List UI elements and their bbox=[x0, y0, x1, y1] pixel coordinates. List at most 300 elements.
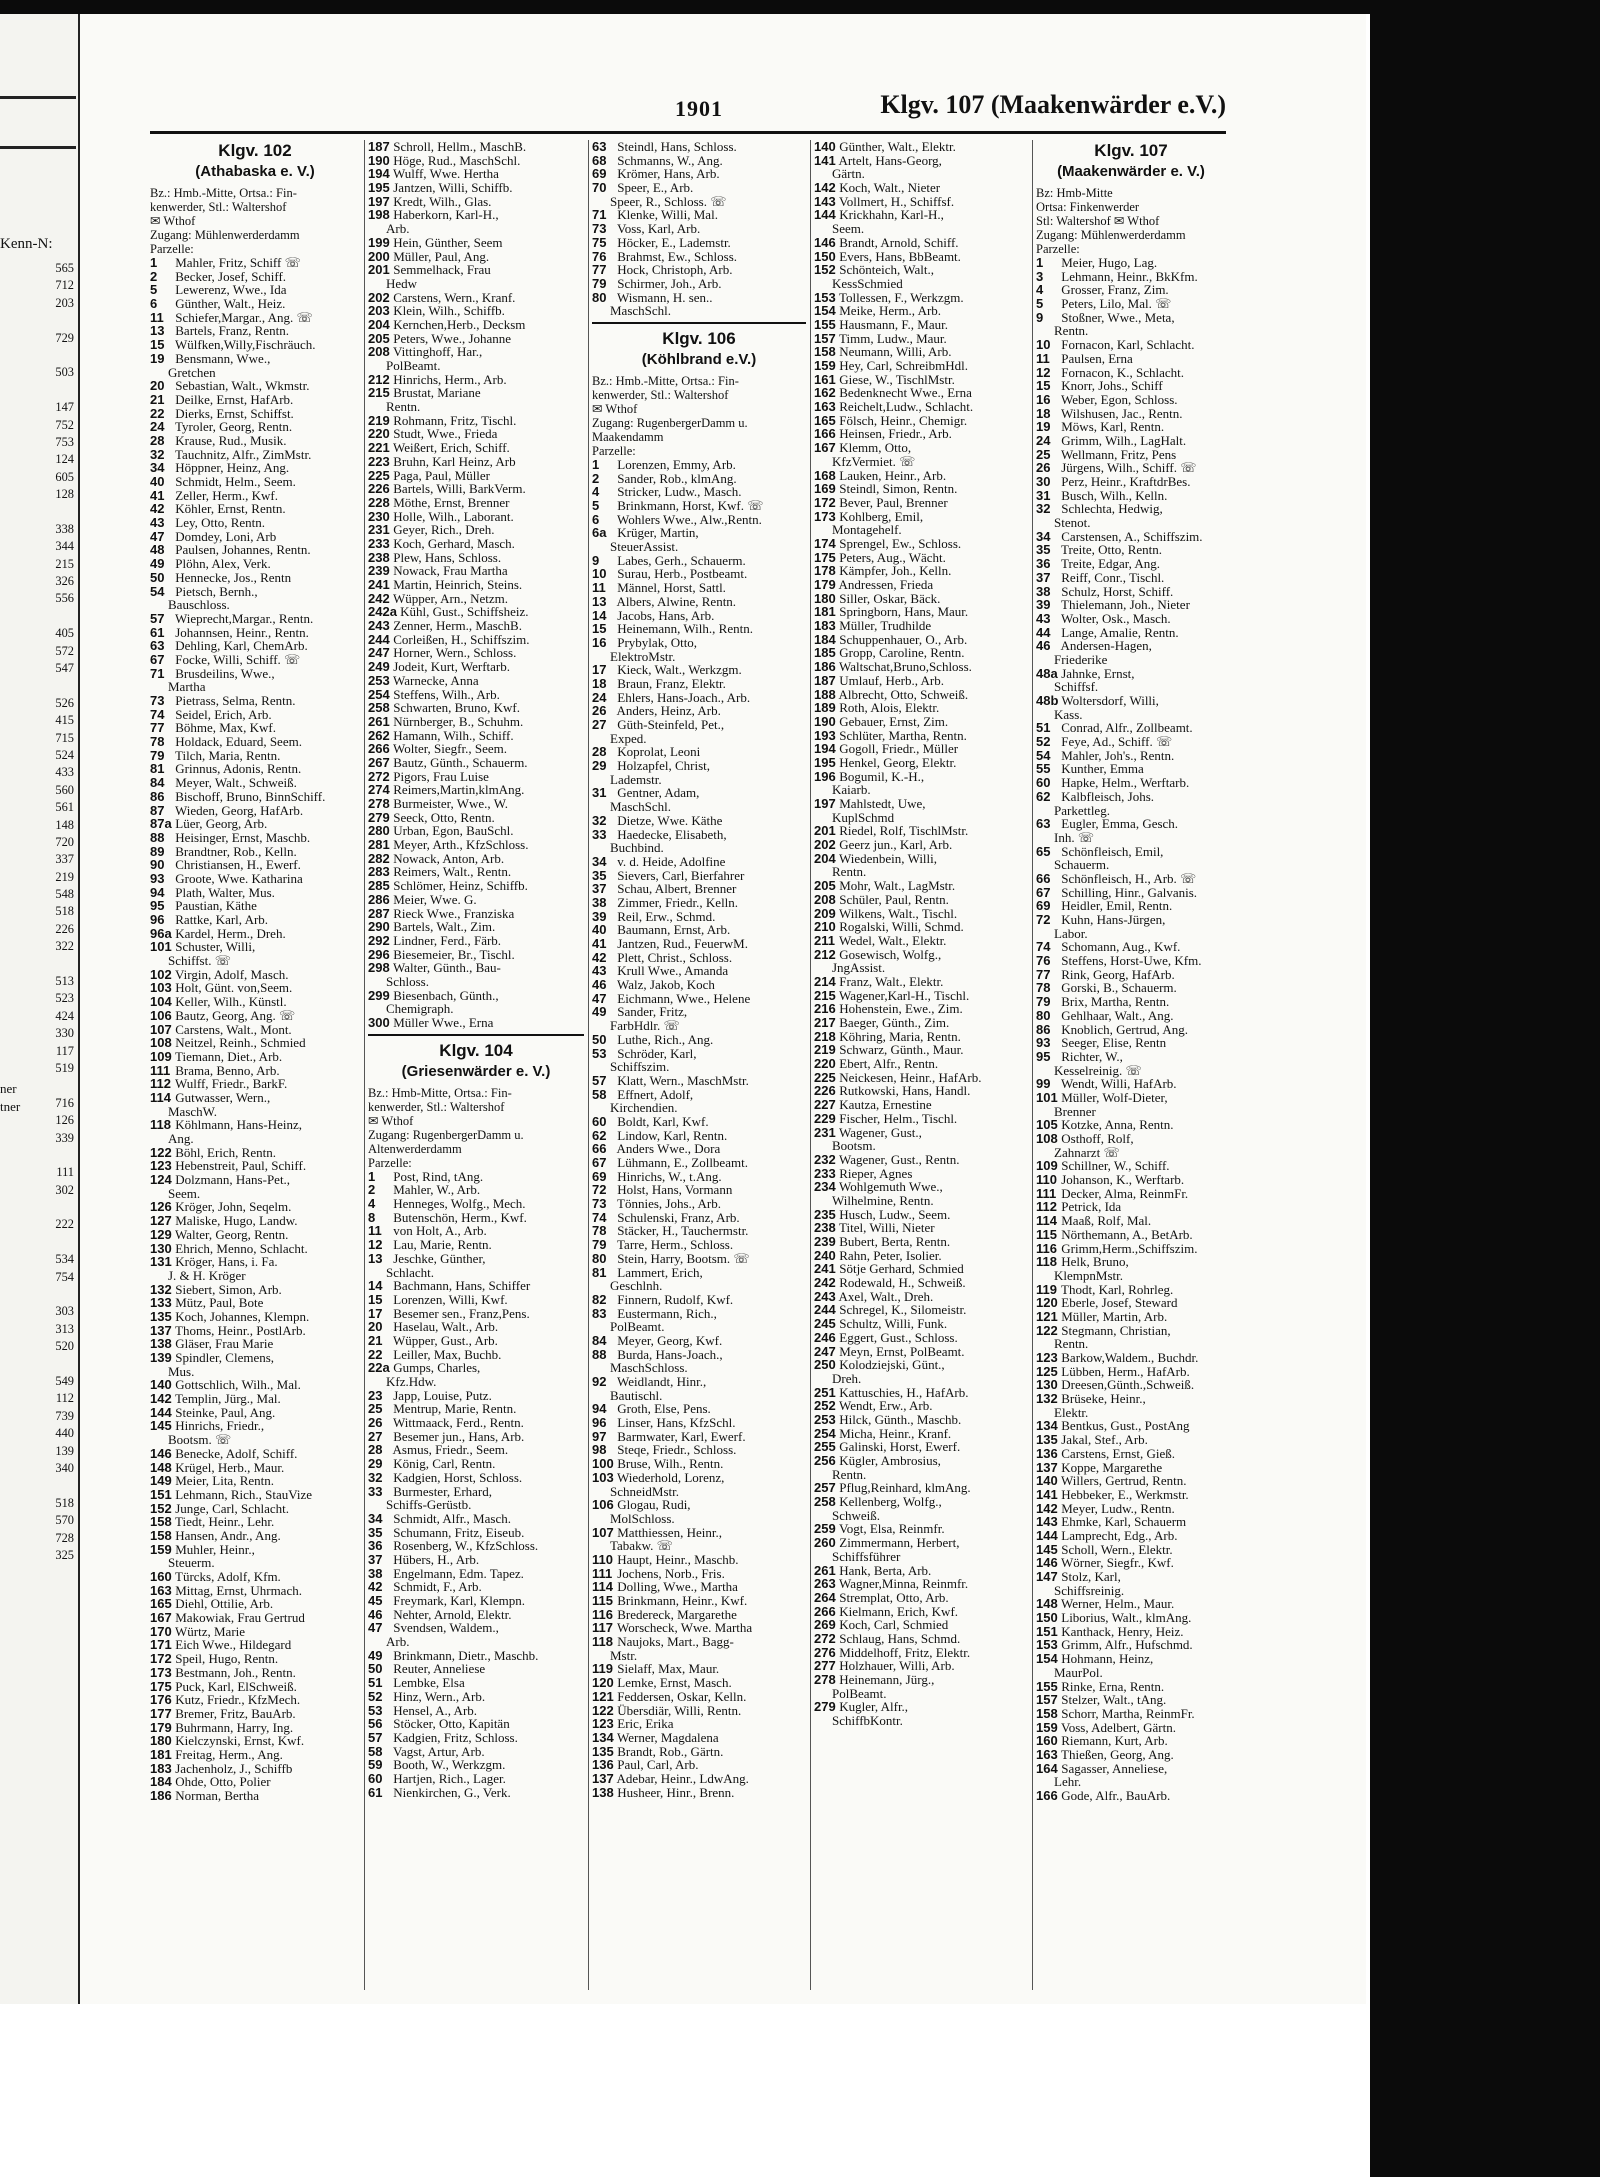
plot-number: 153 bbox=[814, 289, 836, 305]
tenant-text: Springborn, Hans, Maur. bbox=[839, 604, 969, 620]
tenant-text: Rieck Wwe., Franziska bbox=[393, 905, 515, 921]
tenant-text: Barkow,Waldem., Buchdr. bbox=[1061, 1350, 1199, 1365]
plot-entry bbox=[1036, 1543, 1226, 1557]
plot-number: 215 bbox=[368, 385, 390, 401]
previous-page-number bbox=[55, 1077, 74, 1094]
tenant-text: Kernchen,Herb., Decksm bbox=[393, 316, 526, 332]
plot-number: 18 bbox=[592, 675, 607, 691]
tenant-text: Spindler, Clemens, bbox=[175, 1350, 275, 1365]
plot-entry bbox=[150, 1146, 360, 1160]
plot-number: 4 bbox=[592, 484, 600, 500]
plot-entry bbox=[592, 1238, 806, 1252]
plot-number: 9 bbox=[1036, 309, 1044, 325]
plot-entry bbox=[368, 1443, 584, 1457]
plot-number: 44 bbox=[1036, 624, 1051, 640]
plot-entry bbox=[368, 263, 584, 277]
plot-number: 292 bbox=[368, 932, 390, 948]
tenant-text: Rahn, Peter, Isolier. bbox=[839, 1247, 942, 1263]
tenant-text: Güth-Steinfeld, Pet., bbox=[617, 717, 725, 732]
plot-number: 15 bbox=[368, 1291, 383, 1307]
tenant-text: Klein, Wilh., Schiffb. bbox=[393, 303, 505, 319]
plot-number: 94 bbox=[150, 884, 165, 900]
plot-entry bbox=[814, 345, 1028, 359]
tenant-text: Kugler, Alfr., bbox=[839, 1699, 909, 1715]
plot-number: 190 bbox=[814, 713, 836, 729]
plot-entry bbox=[1036, 283, 1226, 297]
tenant-text: Schmanns, W., Ang. bbox=[617, 152, 723, 168]
column-separator bbox=[364, 140, 365, 1990]
plot-entry bbox=[368, 1430, 584, 1444]
plot-entry bbox=[150, 1283, 360, 1297]
plot-number: 196 bbox=[814, 768, 836, 784]
plot-entry bbox=[592, 1498, 806, 1512]
tenant-text: Vogt, Elsa, Reinmfr. bbox=[839, 1521, 945, 1537]
plot-number: 69 bbox=[592, 166, 607, 182]
plot-number: 27 bbox=[592, 717, 607, 732]
tenant-text: Geyer, Rich., Dreh. bbox=[393, 522, 495, 538]
plot-number: 154 bbox=[814, 303, 836, 319]
plot-number: 183 bbox=[150, 1760, 172, 1776]
tenant-text: Carstensen, A., Schiffszim. bbox=[1061, 528, 1203, 544]
plot-number: 200 bbox=[368, 248, 390, 264]
tenant-text: Speil, Hugo, Rentn. bbox=[175, 1651, 279, 1667]
plot-number: 254 bbox=[814, 1425, 836, 1441]
plot-number: 204 bbox=[368, 316, 390, 332]
plot-entry bbox=[150, 667, 360, 681]
plot-number: 138 bbox=[150, 1336, 172, 1352]
previous-page-number: 326 bbox=[55, 574, 74, 589]
plot-entry bbox=[592, 992, 806, 1006]
plot-number: 80 bbox=[1036, 1007, 1051, 1023]
plot-number: 72 bbox=[1036, 912, 1051, 927]
tenant-text: Tönnies, Johs., Arb. bbox=[617, 1196, 722, 1212]
tenant-text: Parkettleg. bbox=[1054, 802, 1110, 818]
column-4 bbox=[814, 140, 1028, 1728]
tenant-text: Hennecke, Jos., Rentn bbox=[175, 569, 292, 585]
plot-entry bbox=[150, 1748, 360, 1762]
plot-entry-continuation bbox=[592, 800, 806, 814]
previous-page-number: 148 bbox=[55, 817, 74, 832]
plot-entry-continuation bbox=[150, 366, 360, 380]
plot-number: 208 bbox=[368, 344, 390, 360]
tenant-text: Ebert, Alfr., Rentn. bbox=[839, 1056, 939, 1072]
tenant-text: Vollmert, H., Schiffsf. bbox=[839, 193, 955, 209]
plot-number: 34 bbox=[1036, 528, 1051, 544]
plot-entry bbox=[150, 612, 360, 626]
plot-entry bbox=[592, 167, 806, 181]
previous-page-number bbox=[55, 1286, 74, 1303]
tenant-text: Meyer, Ludw., Rentn. bbox=[1061, 1500, 1175, 1516]
tenant-text: Günther, Walt., Heiz. bbox=[175, 296, 286, 312]
plot-entry bbox=[592, 291, 806, 305]
tenant-text: Kardel, Herm., Dreh. bbox=[175, 925, 286, 941]
plot-number: 173 bbox=[150, 1664, 172, 1680]
tenant-text: Reichelt,Ludw., Schlacht. bbox=[839, 399, 974, 415]
tenant-text: Tauchnitz, Alfr., ZimMstr. bbox=[175, 446, 312, 462]
plot-entry bbox=[368, 633, 584, 647]
tenant-text: Günther, Walt., Elektr. bbox=[839, 140, 956, 154]
plot-entry bbox=[814, 304, 1028, 318]
tenant-text: Heinsen, Friedr., Arb. bbox=[839, 426, 952, 442]
plot-entry bbox=[1036, 1734, 1226, 1748]
plot-entry bbox=[1036, 735, 1226, 749]
plot-entry bbox=[814, 1440, 1028, 1454]
tenant-text: Wulff, Wwe. Hertha bbox=[393, 166, 499, 182]
tenant-text: Gogoll, Friedr., Müller bbox=[839, 741, 959, 757]
tenant-text: Hohenstein, Ewe., Zim. bbox=[839, 1001, 963, 1017]
tenant-text: Mütz, Paul, Bote bbox=[175, 1295, 264, 1311]
plot-entry bbox=[368, 291, 584, 305]
plot-number: 81 bbox=[592, 1264, 607, 1280]
plot-entry bbox=[150, 1515, 360, 1529]
plot-number: 211 bbox=[814, 932, 835, 948]
plot-number: 47 bbox=[150, 528, 165, 544]
plot-number: 77 bbox=[1036, 966, 1051, 982]
tenant-text: Nörthemann, A., BetArb. bbox=[1061, 1226, 1193, 1242]
plot-number: 116 bbox=[1036, 1240, 1057, 1256]
plot-number: 258 bbox=[814, 1494, 836, 1510]
previous-page-number: 519 bbox=[55, 1060, 74, 1075]
tenant-text: Hensel, A., Arb. bbox=[393, 1702, 478, 1718]
plot-entry bbox=[814, 496, 1028, 510]
tenant-text: Zenner, Herm., MaschB. bbox=[393, 618, 522, 634]
tenant-text: Schauerm. bbox=[1054, 857, 1110, 873]
plot-number: 88 bbox=[150, 829, 165, 845]
plot-number: 136 bbox=[592, 1757, 614, 1773]
tenant-text: Schregel, K., Silomeistr. bbox=[839, 1302, 967, 1318]
tenant-text: Kredt, Wilh., Glas. bbox=[393, 193, 492, 209]
plot-entry bbox=[150, 995, 360, 1009]
tenant-text: Lehmann, Heinr., BkKfm. bbox=[1061, 268, 1198, 284]
tenant-text: Reuter, Anneliese bbox=[393, 1661, 486, 1677]
tenant-text: Schuppenhauer, O., Arb. bbox=[839, 631, 968, 647]
tenant-text: Rieper, Agnes bbox=[839, 1165, 913, 1181]
plot-entry bbox=[592, 1471, 806, 1485]
plot-entry-continuation bbox=[368, 277, 584, 291]
tenant-text: Schiffst. ☏ bbox=[168, 953, 231, 969]
plot-entry bbox=[814, 1564, 1028, 1578]
plot-entry bbox=[592, 1005, 806, 1019]
tenant-text: Butenschön, Herm., Kwf. bbox=[393, 1209, 527, 1225]
plot-entry-continuation bbox=[150, 680, 360, 694]
previous-page-number: 720 bbox=[55, 834, 74, 849]
plot-number: 184 bbox=[150, 1774, 172, 1790]
tenant-text: Jochens, Norb., Fris. bbox=[617, 1565, 725, 1581]
tenant-text: Roth, Alois, Elektr. bbox=[839, 700, 940, 716]
tenant-text: Mentrup, Marie, Rentn. bbox=[393, 1401, 517, 1417]
tenant-text: Treite, Edgar, Ang. bbox=[1061, 556, 1161, 572]
tenant-text: Micha, Heinr., Kranf. bbox=[839, 1425, 952, 1441]
plot-number: 30 bbox=[1036, 474, 1051, 489]
tenant-text: Carstens, Wern., Kranf. bbox=[393, 289, 516, 305]
previous-page-number: 560 bbox=[55, 782, 74, 797]
plot-entry bbox=[150, 475, 360, 489]
plot-entry bbox=[814, 1249, 1028, 1263]
tenant-text: Sötje Gerhard, Schmied bbox=[839, 1261, 964, 1277]
plot-number: 111 bbox=[592, 1565, 613, 1581]
plot-number: 79 bbox=[592, 275, 607, 291]
plot-entry bbox=[1036, 612, 1226, 626]
plot-entry bbox=[592, 855, 806, 869]
plot-entry bbox=[592, 1211, 806, 1225]
scan-border-right bbox=[1370, 0, 1600, 2177]
plot-entry bbox=[150, 420, 360, 434]
plot-number: 143 bbox=[1036, 1514, 1058, 1530]
club-info-line: Bz.: Hmb.-Mitte, Ortsa.: Fin- bbox=[150, 186, 297, 200]
tenant-text: Krügel, Herb., Maur. bbox=[175, 1459, 285, 1475]
plot-entry bbox=[150, 858, 360, 872]
plot-entry bbox=[150, 817, 360, 831]
tenant-text: Maliske, Hugo, Landw. bbox=[175, 1213, 298, 1229]
tenant-text: MaschSchloss. bbox=[610, 1360, 688, 1376]
club-name: (Griesenwärder e. V.) bbox=[401, 1062, 551, 1080]
plot-number: 238 bbox=[814, 1220, 836, 1236]
tenant-text: Gosewisch, Wolfg., bbox=[839, 946, 942, 962]
tenant-text: Hinrichs, Herm., Arb. bbox=[393, 371, 507, 387]
plot-number: 80 bbox=[592, 289, 607, 305]
tenant-text: KuplSchmd bbox=[832, 809, 895, 825]
plot-number: 261 bbox=[368, 713, 390, 729]
plot-entry bbox=[592, 978, 806, 992]
plot-entry bbox=[1036, 995, 1226, 1009]
plot-entry bbox=[814, 1618, 1028, 1632]
plot-entry bbox=[1036, 1461, 1226, 1475]
plot-number: 39 bbox=[1036, 597, 1051, 613]
plot-entry-continuation bbox=[592, 1101, 806, 1115]
tenant-text: Exped. bbox=[610, 730, 647, 746]
tenant-text: PolBeamt. bbox=[386, 358, 441, 373]
tenant-text: SchneidMstr. bbox=[610, 1483, 679, 1499]
plot-entry bbox=[592, 663, 806, 677]
tenant-text: Bogumil, K.-H., bbox=[839, 768, 925, 784]
previous-page-number: 518 bbox=[55, 904, 74, 919]
plot-number: 210 bbox=[814, 919, 836, 935]
plot-number: 99 bbox=[1036, 1076, 1051, 1092]
plot-entry bbox=[368, 1553, 584, 1567]
plot-entry bbox=[368, 852, 584, 866]
plot-entry bbox=[368, 783, 584, 797]
tenant-text: Peters, Wwe., Johanne bbox=[393, 330, 512, 346]
tenant-text: Asmus, Friedr., Seem. bbox=[392, 1442, 509, 1458]
plot-entry bbox=[1036, 1255, 1226, 1269]
plot-entry bbox=[368, 1334, 584, 1348]
plot-entry bbox=[1036, 448, 1226, 462]
tenant-text: Fornacon, K., Schlacht. bbox=[1061, 364, 1185, 380]
plot-number: 51 bbox=[1036, 720, 1051, 736]
plot-entry bbox=[1036, 913, 1226, 927]
tenant-text: Mahler, Fritz, Schiff ☏ bbox=[175, 255, 301, 270]
plot-number: 233 bbox=[814, 1165, 836, 1181]
plot-entry bbox=[592, 458, 806, 472]
tenant-text: Rentn. bbox=[832, 864, 867, 880]
plot-entry-continuation bbox=[1036, 653, 1226, 667]
plot-number: 9 bbox=[592, 552, 600, 568]
plot-number: 296 bbox=[368, 946, 390, 962]
tenant-text: Zeller, Herm., Kwf. bbox=[175, 487, 278, 503]
plot-number: 17 bbox=[368, 1305, 383, 1321]
plot-number: 40 bbox=[592, 922, 607, 938]
tenant-text: Rosenberg, W., KfzSchloss. bbox=[393, 1538, 539, 1554]
plot-entry bbox=[1036, 1132, 1226, 1146]
tenant-text: Schiffs-Gerüstb. bbox=[386, 1497, 472, 1513]
plot-entry bbox=[814, 551, 1028, 565]
plot-entry bbox=[150, 1009, 360, 1023]
tenant-text: Kellenberg, Wolfg., bbox=[839, 1494, 942, 1510]
plot-number: 253 bbox=[814, 1411, 836, 1427]
plot-entry bbox=[150, 694, 360, 708]
plot-entry bbox=[814, 208, 1028, 222]
plot-number: 28 bbox=[368, 1442, 383, 1458]
plot-number: 220 bbox=[814, 1056, 836, 1072]
plot-entry bbox=[1036, 1447, 1226, 1461]
tenant-text: Eichmann, Wwe., Helene bbox=[617, 990, 751, 1006]
plot-entry bbox=[1036, 721, 1226, 735]
plot-number: 18 bbox=[1036, 405, 1051, 421]
tenant-text: Sander, Fritz, bbox=[617, 1004, 688, 1020]
tenant-text: Horner, Wern., Schloss. bbox=[393, 645, 517, 661]
plot-entry bbox=[814, 1399, 1028, 1413]
plot-entry bbox=[592, 263, 806, 277]
plot-entry bbox=[814, 1071, 1028, 1085]
tenant-text: Koch, Gerhard, Masch. bbox=[393, 535, 515, 551]
tenant-text: Wüpper, Arn., Netzm. bbox=[393, 590, 509, 606]
plot-number: 96 bbox=[592, 1415, 607, 1431]
plot-number: 46 bbox=[368, 1606, 383, 1622]
plot-entry-continuation bbox=[150, 954, 360, 968]
tenant-text: Lehr. bbox=[1054, 1774, 1082, 1790]
tenant-text: Seeck, Otto, Rentn. bbox=[393, 809, 495, 825]
previous-page-number: 112 bbox=[55, 1391, 74, 1406]
tenant-text: Biesemeier, Br., Tischl. bbox=[393, 946, 515, 962]
tenant-text: Stolz, Karl, bbox=[1061, 1569, 1121, 1584]
tenant-text: Hübers, H., Arb. bbox=[393, 1551, 480, 1567]
tenant-text: Steindl, Hans, Schloss. bbox=[617, 140, 737, 154]
plot-number: 163 bbox=[1036, 1746, 1058, 1762]
tenant-text: Schwarten, Bruno, Kwf. bbox=[393, 700, 520, 716]
tenant-text: Kadgien, Fritz, Schloss. bbox=[393, 1729, 518, 1745]
plot-entry bbox=[814, 318, 1028, 332]
plot-entry bbox=[814, 1235, 1028, 1249]
plot-number: 247 bbox=[814, 1343, 836, 1359]
plot-entry bbox=[150, 1666, 360, 1680]
plot-entry bbox=[592, 1594, 806, 1608]
plot-number: 179 bbox=[814, 577, 836, 592]
plot-entry bbox=[814, 701, 1028, 715]
plot-entry bbox=[1036, 393, 1226, 407]
plot-number: 123 bbox=[592, 1716, 614, 1732]
plot-entry bbox=[1036, 1091, 1226, 1105]
plot-entry bbox=[1036, 790, 1226, 804]
plot-number: 126 bbox=[150, 1199, 172, 1215]
plot-number: 81 bbox=[150, 761, 165, 777]
plot-number: 108 bbox=[1036, 1131, 1058, 1146]
tenant-text: Fornacon, Karl, Schlacht. bbox=[1061, 337, 1195, 353]
plot-entry bbox=[150, 1036, 360, 1050]
previous-page-number: 330 bbox=[55, 1026, 74, 1041]
plot-entry bbox=[368, 715, 584, 729]
plot-entry-continuation bbox=[592, 773, 806, 787]
plot-entry bbox=[150, 886, 360, 900]
plot-number: 193 bbox=[814, 727, 836, 743]
plot-number: 12 bbox=[1036, 364, 1051, 380]
tenant-text: Nehter, Arnold, Elektr. bbox=[393, 1606, 512, 1622]
tenant-text: Riemann, Kurt, Arb. bbox=[1061, 1733, 1168, 1749]
tenant-text: Bensmann, Wwe., bbox=[175, 350, 271, 366]
plot-entry bbox=[1036, 1515, 1226, 1529]
section-rule bbox=[592, 322, 806, 324]
tenant-text: Jacobs, Hans, Arb. bbox=[617, 607, 715, 623]
plot-number: 262 bbox=[368, 727, 390, 743]
plot-number: 135 bbox=[150, 1308, 172, 1324]
plot-number: 10 bbox=[592, 566, 607, 582]
plot-entry bbox=[150, 1693, 360, 1707]
previous-page-number: 203 bbox=[55, 295, 74, 310]
plot-number: 239 bbox=[814, 1234, 836, 1249]
tenant-text: Walter, Günth., Bau- bbox=[393, 960, 501, 976]
tenant-text: Schönteich, Walt., bbox=[839, 262, 935, 278]
plot-entry bbox=[814, 195, 1028, 209]
plot-number: 151 bbox=[150, 1486, 172, 1502]
previous-page-number: 226 bbox=[55, 921, 74, 936]
tenant-text: Franz, Walt., Elektr. bbox=[839, 973, 944, 989]
club-info-line: Ortsa: Finkenwerder bbox=[1036, 200, 1140, 214]
plot-number: 279 bbox=[814, 1699, 836, 1715]
plot-number: 223 bbox=[368, 453, 390, 469]
plot-entry bbox=[150, 1584, 360, 1598]
plot-entry bbox=[368, 1016, 584, 1030]
previous-page-number: 561 bbox=[55, 800, 74, 815]
previous-page-number: 547 bbox=[55, 660, 74, 675]
header-rule bbox=[150, 131, 1226, 134]
plot-entry-continuation bbox=[814, 1687, 1028, 1701]
tenant-text: J. & H. Kröger bbox=[168, 1267, 246, 1283]
plot-number: 202 bbox=[368, 289, 390, 305]
plot-entry-continuation bbox=[1036, 1146, 1226, 1160]
plot-entry bbox=[1036, 1529, 1226, 1543]
column-separator bbox=[588, 140, 589, 1990]
tenant-text: Schirmer, Joh., Arb. bbox=[617, 275, 722, 291]
tenant-text: JngAssist. bbox=[832, 960, 886, 976]
plot-number: 49 bbox=[592, 1004, 607, 1020]
tenant-text: Kadgien, Horst, Schloss. bbox=[393, 1469, 523, 1485]
plot-entry bbox=[150, 1762, 360, 1776]
previous-page-number: 424 bbox=[55, 1008, 74, 1023]
previous-page-number: 433 bbox=[55, 765, 74, 780]
tenant-text: Möws, Karl, Rentn. bbox=[1061, 419, 1165, 435]
plot-entry bbox=[1036, 1638, 1226, 1652]
tenant-text: Böhl, Erich, Rentn. bbox=[175, 1144, 276, 1160]
plot-number: 155 bbox=[1036, 1678, 1058, 1694]
plot-entry bbox=[1036, 1433, 1226, 1447]
plot-number: 59 bbox=[368, 1757, 383, 1773]
tenant-text: Axel, Walt., Dreh. bbox=[838, 1288, 934, 1304]
plot-entry bbox=[368, 208, 584, 222]
plot-number: 152 bbox=[814, 262, 836, 278]
plot-entry bbox=[592, 1553, 806, 1567]
plot-entry bbox=[814, 1221, 1028, 1235]
tenant-text: Maaß, Rolf, Mal. bbox=[1061, 1213, 1152, 1229]
plot-entry bbox=[368, 688, 584, 702]
plot-entry-continuation bbox=[1036, 831, 1226, 845]
plot-entry bbox=[150, 1091, 360, 1105]
tenant-text: Seem. bbox=[832, 221, 865, 237]
plot-number: 125 bbox=[1036, 1363, 1058, 1379]
plot-number: 155 bbox=[814, 316, 836, 332]
tenant-text: Mstr. bbox=[610, 1647, 638, 1663]
plot-entry bbox=[368, 1183, 584, 1197]
plot-number: 65 bbox=[1036, 843, 1051, 859]
plot-entry bbox=[592, 910, 806, 924]
